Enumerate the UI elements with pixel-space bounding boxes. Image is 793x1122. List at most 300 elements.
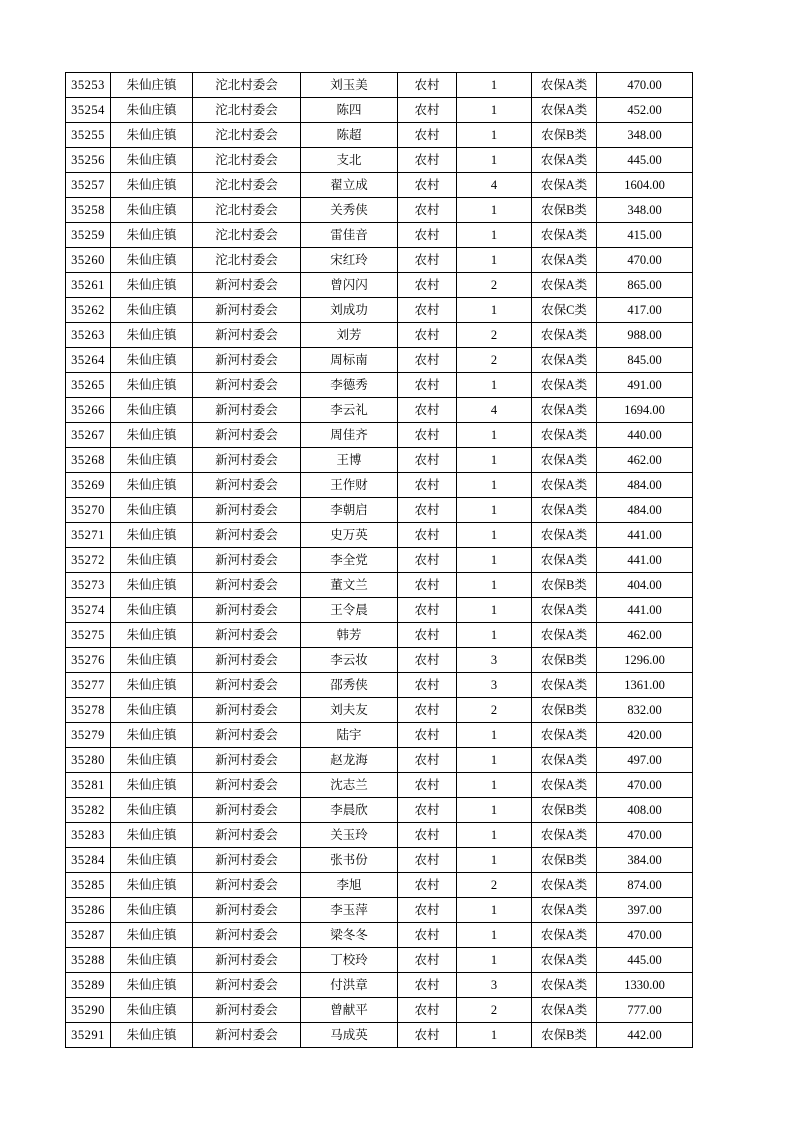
cell-town: 朱仙庄镇	[111, 998, 193, 1023]
cell-village: 新河村委会	[193, 898, 301, 923]
cell-count: 2	[457, 323, 532, 348]
table-row	[66, 398, 693, 423]
cell-type: 农村	[398, 998, 457, 1023]
cell-village: 新河村委会	[193, 823, 301, 848]
cell-name: 史万英	[301, 523, 398, 548]
cell-amount: 440.00	[597, 423, 693, 448]
cell-id: 35263	[66, 323, 111, 348]
cell-count: 1	[457, 623, 532, 648]
cell-type: 农村	[398, 73, 457, 98]
cell-type: 农村	[398, 773, 457, 798]
cell-name: 刘玉美	[301, 73, 398, 98]
cell-name: 李德秀	[301, 373, 398, 398]
cell-category: 农保A类	[532, 773, 597, 798]
cell-type: 农村	[398, 98, 457, 123]
cell-town: 朱仙庄镇	[111, 73, 193, 98]
cell-id: 35276	[66, 648, 111, 673]
cell-name: 李云妆	[301, 648, 398, 673]
cell-amount: 417.00	[597, 298, 693, 323]
cell-count: 1	[457, 523, 532, 548]
cell-amount: 462.00	[597, 623, 693, 648]
cell-town: 朱仙庄镇	[111, 798, 193, 823]
cell-name: 支北	[301, 148, 398, 173]
table-row	[66, 748, 693, 773]
cell-id: 35253	[66, 73, 111, 98]
cell-category: 农保A类	[532, 248, 597, 273]
cell-count: 1	[457, 223, 532, 248]
cell-village: 新河村委会	[193, 373, 301, 398]
cell-name: 王博	[301, 448, 398, 473]
cell-town: 朱仙庄镇	[111, 773, 193, 798]
cell-count: 1	[457, 848, 532, 873]
cell-village: 新河村委会	[193, 348, 301, 373]
table-row	[66, 873, 693, 898]
cell-village: 新河村委会	[193, 323, 301, 348]
cell-amount: 1361.00	[597, 673, 693, 698]
subsidy-table	[65, 72, 693, 1048]
cell-village: 沱北村委会	[193, 73, 301, 98]
cell-name: 刘夫友	[301, 698, 398, 723]
cell-village: 新河村委会	[193, 273, 301, 298]
cell-id: 35278	[66, 698, 111, 723]
cell-id: 35286	[66, 898, 111, 923]
cell-village: 新河村委会	[193, 723, 301, 748]
cell-village: 新河村委会	[193, 848, 301, 873]
cell-type: 农村	[398, 723, 457, 748]
cell-category: 农保A类	[532, 998, 597, 1023]
cell-count: 2	[457, 998, 532, 1023]
cell-type: 农村	[398, 823, 457, 848]
cell-name: 付洪章	[301, 973, 398, 998]
cell-type: 农村	[398, 473, 457, 498]
cell-id: 35288	[66, 948, 111, 973]
cell-type: 农村	[398, 123, 457, 148]
cell-name: 李旭	[301, 873, 398, 898]
cell-town: 朱仙庄镇	[111, 598, 193, 623]
cell-village: 新河村委会	[193, 623, 301, 648]
cell-town: 朱仙庄镇	[111, 273, 193, 298]
table-row	[66, 648, 693, 673]
cell-category: 农保B类	[532, 573, 597, 598]
cell-category: 农保A类	[532, 273, 597, 298]
cell-count: 1	[457, 773, 532, 798]
cell-count: 2	[457, 873, 532, 898]
cell-name: 翟立成	[301, 173, 398, 198]
cell-id: 35277	[66, 673, 111, 698]
cell-count: 1	[457, 923, 532, 948]
cell-name: 韩芳	[301, 623, 398, 648]
cell-count: 1	[457, 598, 532, 623]
cell-type: 农村	[398, 923, 457, 948]
cell-town: 朱仙庄镇	[111, 123, 193, 148]
cell-name: 董文兰	[301, 573, 398, 598]
table-row	[66, 1023, 693, 1048]
cell-category: 农保A类	[532, 723, 597, 748]
table-row	[66, 148, 693, 173]
cell-id: 35283	[66, 823, 111, 848]
cell-category: 农保B类	[532, 198, 597, 223]
cell-village: 沱北村委会	[193, 223, 301, 248]
cell-town: 朱仙庄镇	[111, 573, 193, 598]
cell-village: 新河村委会	[193, 648, 301, 673]
cell-town: 朱仙庄镇	[111, 823, 193, 848]
cell-village: 沱北村委会	[193, 148, 301, 173]
cell-amount: 445.00	[597, 948, 693, 973]
cell-category: 农保A类	[532, 923, 597, 948]
cell-village: 新河村委会	[193, 1023, 301, 1048]
cell-village: 沱北村委会	[193, 198, 301, 223]
cell-town: 朱仙庄镇	[111, 623, 193, 648]
cell-id: 35256	[66, 148, 111, 173]
cell-count: 3	[457, 648, 532, 673]
cell-id: 35261	[66, 273, 111, 298]
cell-category: 农保A类	[532, 173, 597, 198]
cell-category: 农保B类	[532, 1023, 597, 1048]
cell-count: 1	[457, 898, 532, 923]
table-row	[66, 773, 693, 798]
cell-name: 周标南	[301, 348, 398, 373]
cell-category: 农保A类	[532, 398, 597, 423]
cell-id: 35280	[66, 748, 111, 773]
cell-id: 35281	[66, 773, 111, 798]
cell-amount: 462.00	[597, 448, 693, 473]
cell-amount: 1694.00	[597, 398, 693, 423]
cell-town: 朱仙庄镇	[111, 498, 193, 523]
cell-amount: 384.00	[597, 848, 693, 873]
table-row	[66, 973, 693, 998]
cell-category: 农保A类	[532, 373, 597, 398]
cell-amount: 497.00	[597, 748, 693, 773]
cell-type: 农村	[398, 873, 457, 898]
cell-category: 农保A类	[532, 98, 597, 123]
cell-name: 梁冬冬	[301, 923, 398, 948]
cell-type: 农村	[398, 623, 457, 648]
cell-village: 新河村委会	[193, 973, 301, 998]
cell-name: 宋红玲	[301, 248, 398, 273]
cell-town: 朱仙庄镇	[111, 523, 193, 548]
cell-type: 农村	[398, 798, 457, 823]
cell-count: 1	[457, 73, 532, 98]
cell-id: 35260	[66, 248, 111, 273]
cell-id: 35259	[66, 223, 111, 248]
cell-count: 1	[457, 573, 532, 598]
cell-amount: 348.00	[597, 123, 693, 148]
table-row	[66, 573, 693, 598]
cell-village: 新河村委会	[193, 598, 301, 623]
cell-village: 新河村委会	[193, 748, 301, 773]
table-row	[66, 598, 693, 623]
cell-count: 1	[457, 1023, 532, 1048]
cell-id: 35265	[66, 373, 111, 398]
cell-type: 农村	[398, 348, 457, 373]
cell-id: 35255	[66, 123, 111, 148]
cell-amount: 470.00	[597, 773, 693, 798]
cell-village: 新河村委会	[193, 873, 301, 898]
cell-category: 农保A类	[532, 748, 597, 773]
cell-name: 王令晨	[301, 598, 398, 623]
cell-category: 农保A类	[532, 973, 597, 998]
cell-name: 王作财	[301, 473, 398, 498]
cell-village: 新河村委会	[193, 773, 301, 798]
cell-count: 4	[457, 173, 532, 198]
cell-village: 新河村委会	[193, 673, 301, 698]
cell-village: 新河村委会	[193, 473, 301, 498]
cell-count: 4	[457, 398, 532, 423]
cell-amount: 777.00	[597, 998, 693, 1023]
cell-amount: 1296.00	[597, 648, 693, 673]
cell-amount: 441.00	[597, 523, 693, 548]
cell-town: 朱仙庄镇	[111, 423, 193, 448]
cell-name: 李晨欣	[301, 798, 398, 823]
cell-category: 农保A类	[532, 623, 597, 648]
table-row	[66, 448, 693, 473]
cell-category: 农保A类	[532, 348, 597, 373]
cell-category: 农保C类	[532, 298, 597, 323]
cell-count: 1	[457, 948, 532, 973]
cell-id: 35258	[66, 198, 111, 223]
cell-type: 农村	[398, 323, 457, 348]
cell-amount: 452.00	[597, 98, 693, 123]
cell-town: 朱仙庄镇	[111, 473, 193, 498]
cell-count: 1	[457, 798, 532, 823]
cell-count: 1	[457, 123, 532, 148]
cell-category: 农保A类	[532, 598, 597, 623]
table-row	[66, 848, 693, 873]
table-row	[66, 173, 693, 198]
cell-category: 农保A类	[532, 498, 597, 523]
cell-village: 新河村委会	[193, 923, 301, 948]
cell-type: 农村	[398, 548, 457, 573]
table-body	[66, 73, 693, 1048]
cell-count: 1	[457, 823, 532, 848]
cell-amount: 404.00	[597, 573, 693, 598]
cell-amount: 470.00	[597, 823, 693, 848]
cell-type: 农村	[398, 698, 457, 723]
table-row	[66, 673, 693, 698]
cell-town: 朱仙庄镇	[111, 723, 193, 748]
cell-id: 35275	[66, 623, 111, 648]
cell-amount: 491.00	[597, 373, 693, 398]
cell-type: 农村	[398, 498, 457, 523]
cell-town: 朱仙庄镇	[111, 948, 193, 973]
cell-town: 朱仙庄镇	[111, 648, 193, 673]
cell-type: 农村	[398, 898, 457, 923]
cell-name: 邵秀侠	[301, 673, 398, 698]
cell-amount: 420.00	[597, 723, 693, 748]
cell-village: 沱北村委会	[193, 98, 301, 123]
cell-amount: 470.00	[597, 248, 693, 273]
table-row	[66, 73, 693, 98]
table-row	[66, 623, 693, 648]
cell-category: 农保A类	[532, 448, 597, 473]
table-row	[66, 98, 693, 123]
cell-town: 朱仙庄镇	[111, 298, 193, 323]
cell-type: 农村	[398, 223, 457, 248]
cell-town: 朱仙庄镇	[111, 698, 193, 723]
cell-count: 1	[457, 498, 532, 523]
cell-town: 朱仙庄镇	[111, 348, 193, 373]
cell-town: 朱仙庄镇	[111, 173, 193, 198]
cell-id: 35257	[66, 173, 111, 198]
cell-amount: 832.00	[597, 698, 693, 723]
cell-amount: 484.00	[597, 498, 693, 523]
cell-name: 刘成功	[301, 298, 398, 323]
cell-id: 35269	[66, 473, 111, 498]
cell-count: 1	[457, 248, 532, 273]
cell-town: 朱仙庄镇	[111, 923, 193, 948]
cell-town: 朱仙庄镇	[111, 848, 193, 873]
cell-town: 朱仙庄镇	[111, 373, 193, 398]
cell-name: 张书份	[301, 848, 398, 873]
cell-id: 35273	[66, 573, 111, 598]
table-row	[66, 548, 693, 573]
cell-village: 新河村委会	[193, 548, 301, 573]
cell-id: 35289	[66, 973, 111, 998]
cell-type: 农村	[398, 648, 457, 673]
table-row	[66, 723, 693, 748]
cell-count: 2	[457, 273, 532, 298]
cell-category: 农保A类	[532, 823, 597, 848]
cell-id: 35264	[66, 348, 111, 373]
cell-type: 农村	[398, 373, 457, 398]
cell-type: 农村	[398, 1023, 457, 1048]
table-row	[66, 298, 693, 323]
cell-amount: 484.00	[597, 473, 693, 498]
table-row	[66, 423, 693, 448]
cell-amount: 397.00	[597, 898, 693, 923]
cell-amount: 415.00	[597, 223, 693, 248]
cell-id: 35270	[66, 498, 111, 523]
table-row	[66, 198, 693, 223]
cell-village: 沱北村委会	[193, 173, 301, 198]
cell-category: 农保A类	[532, 473, 597, 498]
cell-id: 35285	[66, 873, 111, 898]
cell-type: 农村	[398, 748, 457, 773]
cell-id: 35290	[66, 998, 111, 1023]
cell-category: 农保A类	[532, 948, 597, 973]
cell-type: 农村	[398, 973, 457, 998]
cell-name: 刘芳	[301, 323, 398, 348]
cell-town: 朱仙庄镇	[111, 448, 193, 473]
cell-category: 农保A类	[532, 323, 597, 348]
cell-count: 1	[457, 723, 532, 748]
cell-town: 朱仙庄镇	[111, 548, 193, 573]
cell-category: 农保A类	[532, 523, 597, 548]
cell-count: 1	[457, 423, 532, 448]
cell-count: 1	[457, 473, 532, 498]
cell-count: 1	[457, 298, 532, 323]
cell-name: 陈超	[301, 123, 398, 148]
cell-id: 35282	[66, 798, 111, 823]
cell-name: 李云礼	[301, 398, 398, 423]
cell-category: 农保B类	[532, 123, 597, 148]
cell-category: 农保B类	[532, 798, 597, 823]
table-row	[66, 823, 693, 848]
table-row	[66, 698, 693, 723]
cell-name: 关玉玲	[301, 823, 398, 848]
cell-name: 李全党	[301, 548, 398, 573]
cell-count: 3	[457, 973, 532, 998]
table-row	[66, 123, 693, 148]
cell-village: 新河村委会	[193, 798, 301, 823]
cell-name: 李玉萍	[301, 898, 398, 923]
cell-type: 农村	[398, 673, 457, 698]
cell-amount: 874.00	[597, 873, 693, 898]
cell-type: 农村	[398, 848, 457, 873]
table-row	[66, 323, 693, 348]
table-row	[66, 498, 693, 523]
cell-count: 1	[457, 98, 532, 123]
table-row	[66, 348, 693, 373]
cell-name: 沈志兰	[301, 773, 398, 798]
cell-id: 35254	[66, 98, 111, 123]
cell-count: 2	[457, 348, 532, 373]
cell-town: 朱仙庄镇	[111, 98, 193, 123]
cell-count: 3	[457, 673, 532, 698]
table-row	[66, 948, 693, 973]
table-row	[66, 473, 693, 498]
cell-town: 朱仙庄镇	[111, 248, 193, 273]
cell-type: 农村	[398, 148, 457, 173]
cell-id: 35274	[66, 598, 111, 623]
cell-amount: 865.00	[597, 273, 693, 298]
cell-type: 农村	[398, 573, 457, 598]
cell-village: 沱北村委会	[193, 123, 301, 148]
cell-village: 沱北村委会	[193, 248, 301, 273]
cell-id: 35272	[66, 548, 111, 573]
table-row	[66, 248, 693, 273]
cell-id: 35267	[66, 423, 111, 448]
cell-town: 朱仙庄镇	[111, 398, 193, 423]
cell-village: 新河村委会	[193, 498, 301, 523]
cell-category: 农保A类	[532, 898, 597, 923]
cell-type: 农村	[398, 248, 457, 273]
cell-amount: 441.00	[597, 598, 693, 623]
cell-village: 新河村委会	[193, 998, 301, 1023]
cell-amount: 470.00	[597, 73, 693, 98]
cell-type: 农村	[398, 198, 457, 223]
cell-amount: 442.00	[597, 1023, 693, 1048]
cell-town: 朱仙庄镇	[111, 898, 193, 923]
cell-category: 农保B类	[532, 698, 597, 723]
cell-town: 朱仙庄镇	[111, 323, 193, 348]
cell-town: 朱仙庄镇	[111, 673, 193, 698]
cell-category: 农保B类	[532, 848, 597, 873]
cell-name: 陈四	[301, 98, 398, 123]
cell-amount: 470.00	[597, 923, 693, 948]
cell-town: 朱仙庄镇	[111, 748, 193, 773]
cell-town: 朱仙庄镇	[111, 198, 193, 223]
cell-type: 农村	[398, 398, 457, 423]
cell-id: 35262	[66, 298, 111, 323]
cell-count: 1	[457, 548, 532, 573]
cell-village: 新河村委会	[193, 523, 301, 548]
cell-type: 农村	[398, 523, 457, 548]
cell-type: 农村	[398, 448, 457, 473]
cell-town: 朱仙庄镇	[111, 1023, 193, 1048]
cell-type: 农村	[398, 273, 457, 298]
cell-name: 马成英	[301, 1023, 398, 1048]
cell-count: 2	[457, 698, 532, 723]
cell-type: 农村	[398, 298, 457, 323]
cell-id: 35287	[66, 923, 111, 948]
cell-count: 1	[457, 448, 532, 473]
cell-amount: 1330.00	[597, 973, 693, 998]
cell-name: 雷佳音	[301, 223, 398, 248]
table-row	[66, 898, 693, 923]
table-row	[66, 373, 693, 398]
cell-village: 新河村委会	[193, 948, 301, 973]
